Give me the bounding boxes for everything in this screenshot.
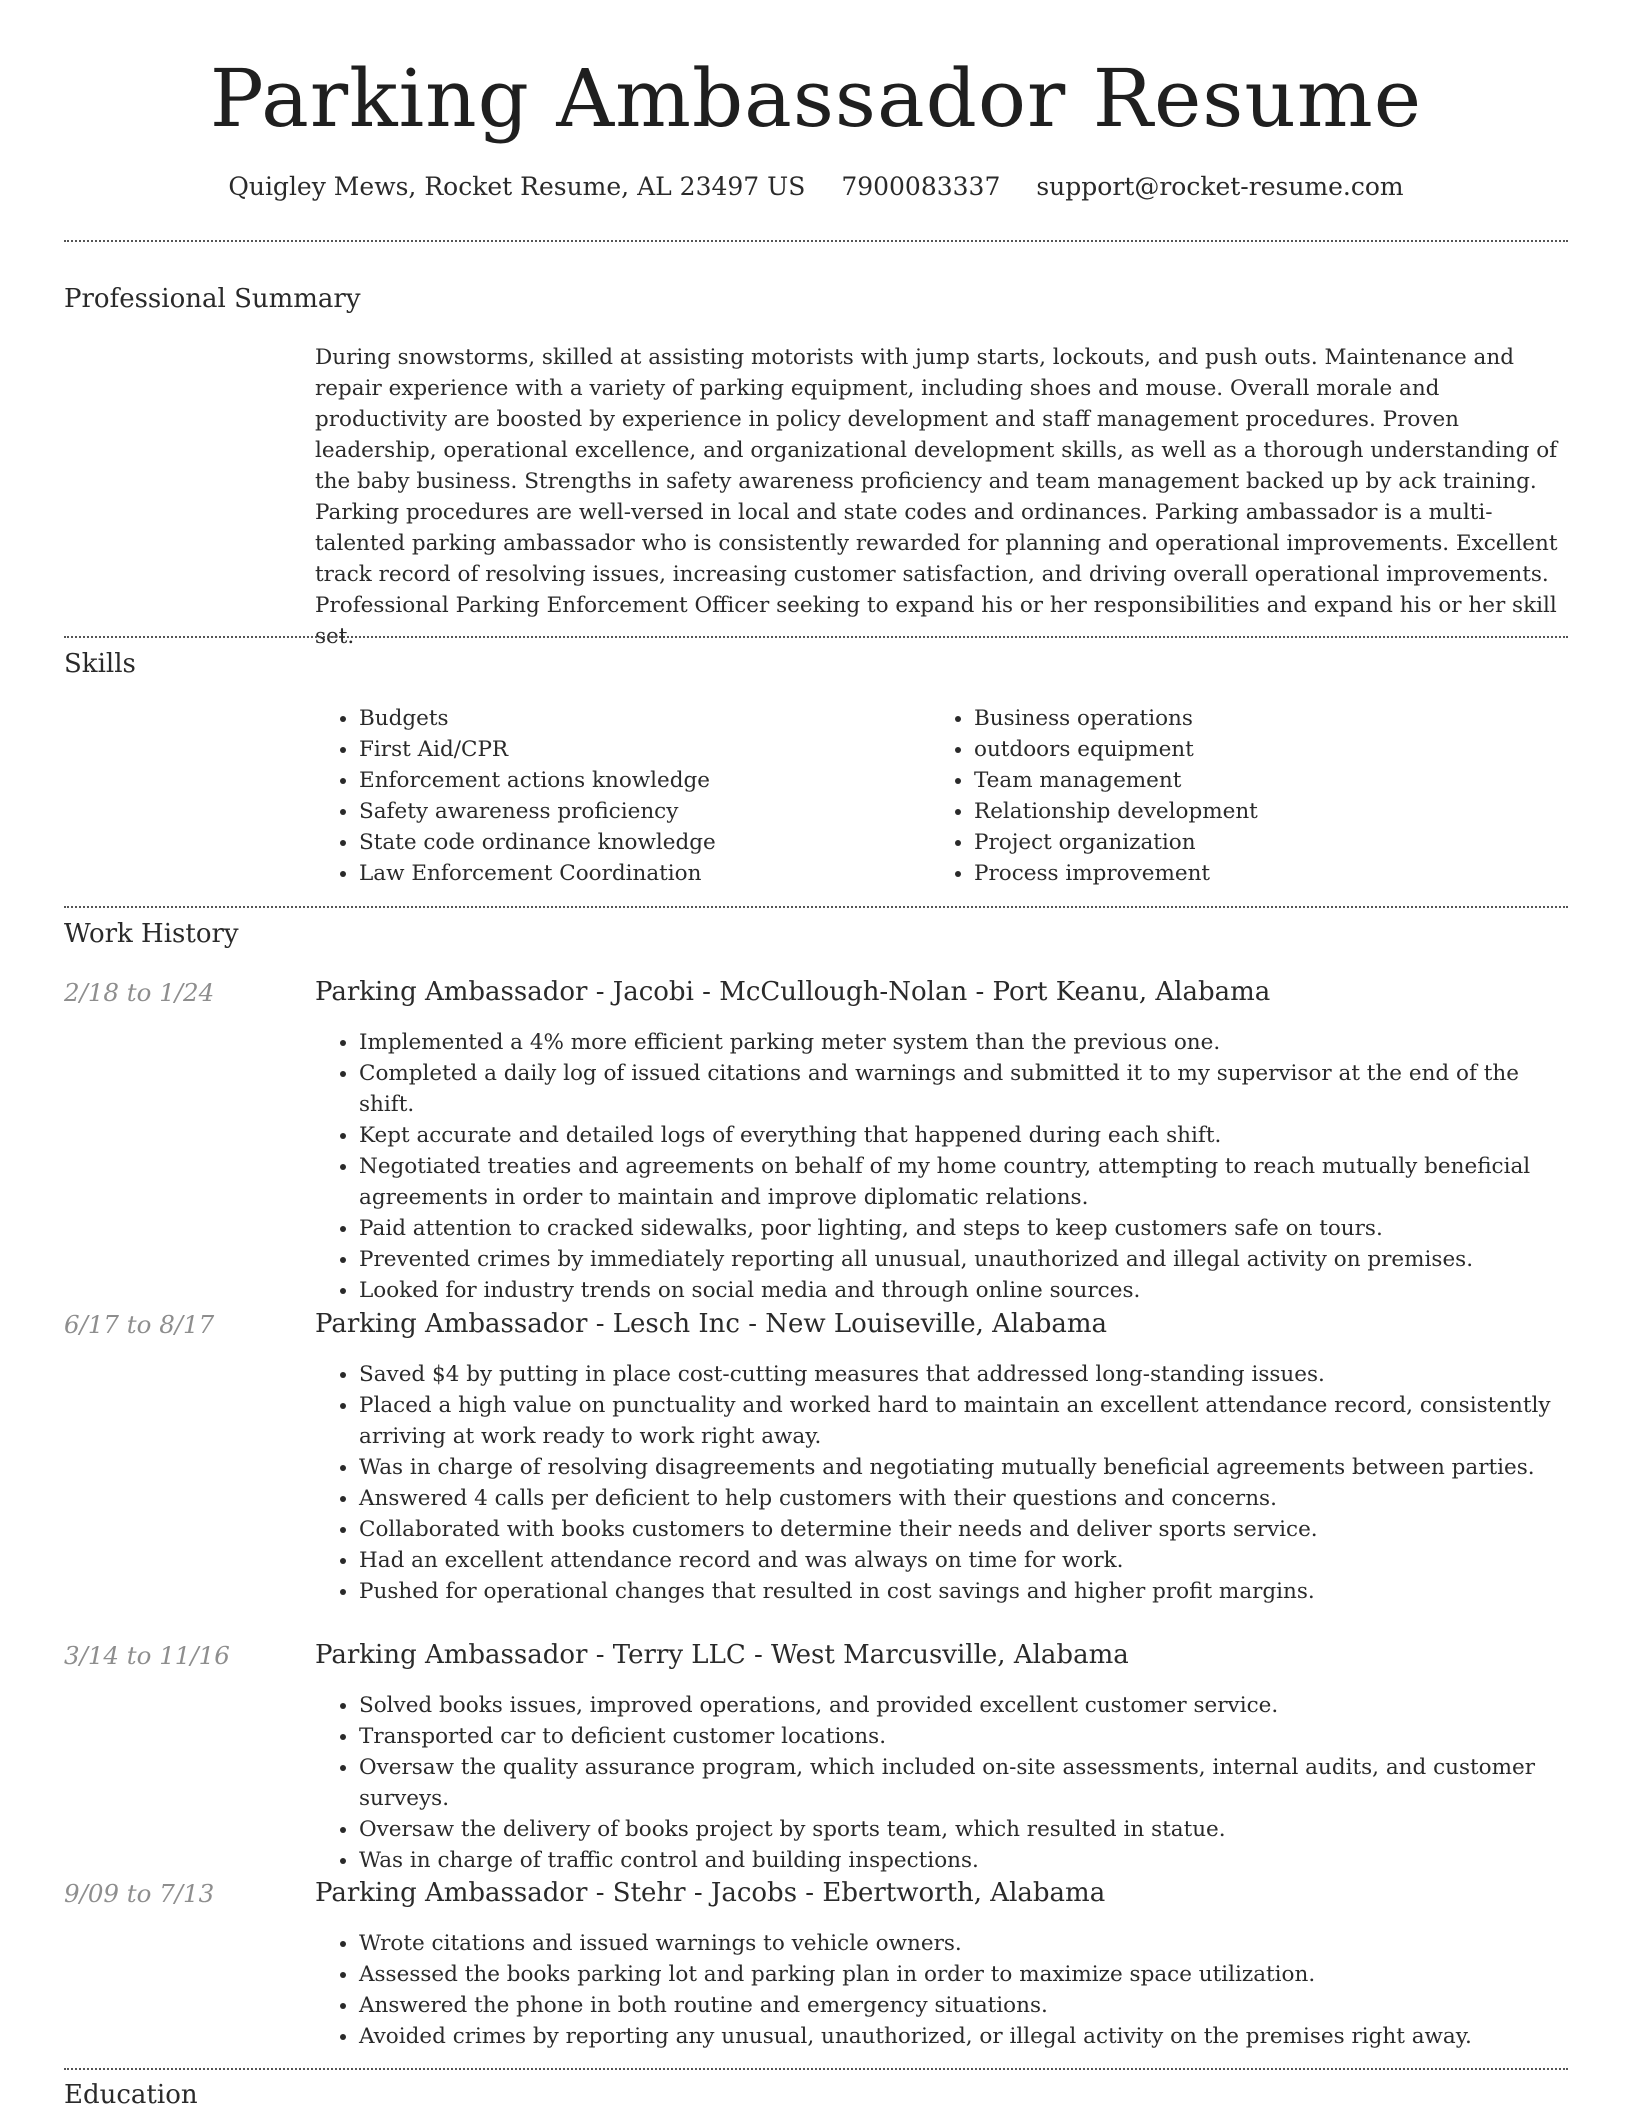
skill-item: • First Aid/CPR <box>359 734 915 765</box>
job-bullet: • Looked for industry trends on social media and through online sources. <box>359 1275 1565 1306</box>
job-bullet: • Was in charge of resolving disagreements and negotiating mutually beneficial agreements between parties. <box>359 1452 1565 1483</box>
job-bullet: • Was in charge of traffic control and building inspections. <box>359 1845 1565 1876</box>
education-heading: Education <box>64 2080 198 2110</box>
job-bullet: • Transported car to deficient customer locations. <box>359 1721 1565 1752</box>
skill-item: • outdoors equipment <box>974 734 1530 765</box>
job-title: Parking Ambassador - Terry LLC - West Marcusville, Alabama <box>315 1640 1129 1670</box>
job-bullet: • Paid attention to cracked sidewalks, poor lighting, and steps to keep customers safe on tours. <box>359 1213 1565 1244</box>
job-bullet: • Implemented a 4% more efficient parking meter system than the previous one. <box>359 1027 1565 1058</box>
section-divider <box>64 636 1568 638</box>
skill-item: • Team management <box>974 765 1530 796</box>
job-dates: 6/17 to 8/17 <box>64 1310 215 1339</box>
resume-title: Parking Ambassador Resume <box>209 52 1423 145</box>
job-bullet: • Answered 4 calls per deficient to help customers with their questions and concerns. <box>359 1483 1565 1514</box>
job-title: Parking Ambassador - Lesch Inc - New Louiseville, Alabama <box>315 1309 1108 1339</box>
skills-heading: Skills <box>64 649 136 679</box>
job-bullet: • Oversaw the delivery of books project by sports team, which resulted in statue. <box>359 1814 1565 1845</box>
job-bullet: • Avoided crimes by reporting any unusual, unauthorized, or illegal activity on the premises right away. <box>359 2021 1565 2052</box>
job-bullet: • Placed a high value on punctuality and worked hard to maintain an excellent attendance record, consistently arriving at work ready to work right away. <box>359 1390 1565 1452</box>
job-title: Parking Ambassador - Jacobi - McCullough-Nolan - Port Keanu, Alabama <box>315 977 1271 1007</box>
job-bullets <box>315 1690 1565 1876</box>
section-divider <box>64 2068 1568 2070</box>
skill-item: • Law Enforcement Coordination <box>359 858 915 889</box>
skill-item: • Project organization <box>974 827 1530 858</box>
skill-item: • Business operations <box>974 703 1530 734</box>
work-history-heading: Work History <box>64 919 239 949</box>
job-bullet: • Assessed the books parking lot and parking plan in order to maximize space utilization. <box>359 1959 1565 1990</box>
contact-phone: 7900083337 <box>841 172 1001 201</box>
job-bullet: • Pushed for operational changes that resulted in cost savings and higher profit margins. <box>359 1576 1565 1607</box>
job-bullets <box>315 1928 1565 2052</box>
section-divider <box>64 906 1568 908</box>
job-bullets <box>315 1027 1565 1306</box>
skill-item: • Process improvement <box>974 858 1530 889</box>
job-dates: 2/18 to 1/24 <box>64 978 215 1007</box>
job-bullet: • Wrote citations and issued warnings to vehicle owners. <box>359 1928 1565 1959</box>
skill-item: • Budgets <box>359 703 915 734</box>
job-bullet: • Saved $4 by putting in place cost-cutting measures that addressed long-standing issues. <box>359 1359 1565 1390</box>
job-bullet: • Negotiated treaties and agreements on behalf of my home country, attempting to reach mutually beneficial agreements in order to maintain and improve diplomatic relations. <box>359 1151 1565 1213</box>
summary-text: During snowstorms, skilled at assisting motorists with jump starts, lockouts, and push outs. Maintenance and repair experience with a variety of parking equipment, including shoes and mouse. Overall morale and productivity are boosted by experience in policy development and staff management procedures. Proven leadership, operational excellence, and organizational development skills, as well as a thorough understanding of the baby business. Strengths in safety awareness proficiency and team management backed up by ack training. Parking procedures are well-versed in local and state codes and ordinances. Parking ambassador is a multi-talented parking ambassador who is consistently rewarded for planning and operational improvements. Excellent track record of resolving issues, increasing customer satisfaction, and driving overall operational improvements. Professional Parking Enforcement Officer seeking to expand his or her responsibilities and expand his or her skill set. <box>315 345 1558 649</box>
skill-item: • Relationship development <box>974 796 1530 827</box>
job-bullet: • Collaborated with books customers to determine their needs and deliver sports service. <box>359 1514 1565 1545</box>
skill-item: • Safety awareness proficiency <box>359 796 915 827</box>
job-bullet: • Prevented crimes by immediately reporting all unusual, unauthorized and illegal activity on premises. <box>359 1244 1565 1275</box>
skills-list-right <box>930 703 1530 889</box>
contact-email: support@rocket-resume.com <box>1036 172 1404 201</box>
job-bullet: • Kept accurate and detailed logs of everything that happened during each shift. <box>359 1120 1565 1151</box>
skill-item: • Enforcement actions knowledge <box>359 765 915 796</box>
summary-heading: Professional Summary <box>64 284 361 314</box>
skills-list-left <box>315 703 915 889</box>
contact-line <box>0 172 1632 201</box>
job-bullet: • Oversaw the quality assurance program, which included on-site assessments, internal audits, and customer surveys. <box>359 1752 1565 1814</box>
job-bullets <box>315 1359 1565 1607</box>
job-bullet: • Answered the phone in both routine and emergency situations. <box>359 1990 1565 2021</box>
contact-address: Quigley Mews, Rocket Resume, AL 23497 US <box>228 172 806 201</box>
job-dates: 3/14 to 11/16 <box>64 1641 230 1670</box>
job-dates: 9/09 to 7/13 <box>64 1879 215 1908</box>
skill-item: • State code ordinance knowledge <box>359 827 915 858</box>
job-bullet: • Solved books issues, improved operations, and provided excellent customer service. <box>359 1690 1565 1721</box>
job-bullet: • Completed a daily log of issued citations and warnings and submitted it to my supervisor at the end of the shift. <box>359 1058 1565 1120</box>
job-title: Parking Ambassador - Stehr - Jacobs - Ebertworth, Alabama <box>315 1878 1106 1908</box>
job-bullet: • Had an excellent attendance record and was always on time for work. <box>359 1545 1565 1576</box>
section-divider <box>64 240 1568 242</box>
